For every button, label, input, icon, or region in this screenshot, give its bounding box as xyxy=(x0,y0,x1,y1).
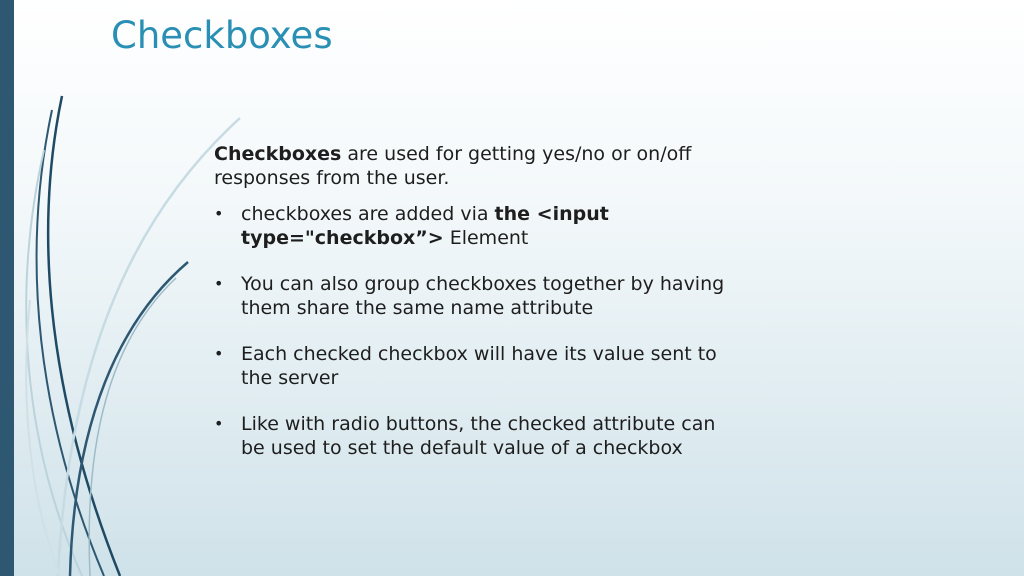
bullet-text: Each checked checkbox will have its value sent to the server xyxy=(241,343,717,389)
bullet-item xyxy=(214,202,734,250)
slide-title: Checkboxes xyxy=(111,14,333,57)
bullet-marker: • xyxy=(214,204,224,223)
bullet-item xyxy=(214,412,734,460)
intro-bold-term: Checkboxes xyxy=(214,143,342,165)
bullet-text: Like with radio buttons, the checked attribute can be used to set the default value of a checkbox xyxy=(241,413,716,459)
intro-paragraph xyxy=(214,142,734,190)
bullet-item xyxy=(214,272,734,320)
bullet-marker: • xyxy=(214,414,224,433)
bullet-text: Element xyxy=(443,227,529,249)
bullet-marker: • xyxy=(214,274,224,293)
intro-text: are used for getting yes/no or on/off responses from the user. xyxy=(214,143,692,189)
bullet-list xyxy=(214,202,734,460)
bullet-marker: • xyxy=(214,344,224,363)
bullet-text: checkboxes are added via xyxy=(241,203,495,225)
slide-content xyxy=(214,142,734,482)
bullet-item xyxy=(214,342,734,390)
bullet-bold-text: the <input type="checkbox”> xyxy=(241,203,609,249)
bullet-text: You can also group checkboxes together by having them share the same name attribute xyxy=(241,273,725,319)
